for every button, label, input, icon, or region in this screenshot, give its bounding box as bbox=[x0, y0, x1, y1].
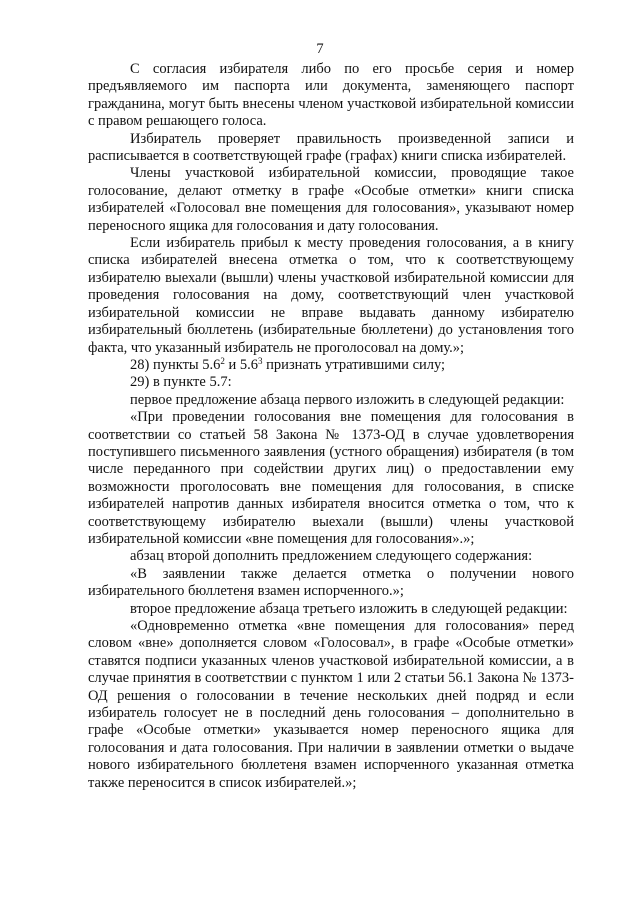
paragraph: первое предложение абзаца первого изложить в следующей редакции: bbox=[130, 391, 565, 408]
superscript: 2 bbox=[220, 355, 225, 366]
document-body bbox=[88, 61, 574, 792]
paragraph: «В заявлении также делается отметка о получении нового избирательного бюллетеня взамен испорченного.»; bbox=[88, 565, 574, 600]
item-28-text: 28) пункты 5.6 bbox=[130, 356, 221, 373]
paragraph: Члены участковой избирательной комиссии, проводящие такое голосование, делают отметку в графе «Особые отметки» книги списка избирателей «Голосовал вне помещения для голосования», указывают номер переносного ящика для голосования и дату голосования. bbox=[88, 165, 574, 234]
paragraph: «Одновременно отметка «вне помещения для голосования» перед словом «вне» дополняется словом «Голосовал», в графе «Особые отметки» ставятся подписи указанных членов участковой избирательной комиссии, а в случае принятия в соответствии с пунктом 1 или 2 статьи 56.1 Закона № 1373-ОД решения о голосовании в течение нескольких дней подряд и если избиратель голосует не в последний день голосования – дополнительно в графе «Особые отметки» указывается номер переносного ящика для голосования и дата голосования. При наличии в заявлении отметки о выдаче нового избирательного бюллетеня взамен испорченного указанная отметка также переносится в список избирателей.»; bbox=[88, 618, 574, 791]
paragraph: С согласия избирателя либо по его просьбе серия и номер предъявляемого им паспорта или документа, заменяющего паспорт гражданина, могут быть внесены членом участковой избирательной комиссии с правом решающего голоса. bbox=[88, 61, 574, 130]
item-28-text: признать утратившими силу; bbox=[262, 356, 446, 373]
paragraph: Избиратель проверяет правильность произведенной записи и расписывается в соответствующей графе (графах) книги списка избирателей. bbox=[88, 130, 574, 165]
item-28-text: и 5.6 bbox=[224, 356, 259, 373]
paragraph: абзац второй дополнить предложением следующего содержания: bbox=[130, 548, 533, 565]
paragraph: «При проведении голосования вне помещения для голосования в соответствии со статьей 58 Закона № 1373-ОД в случае удовлетворения поступившего письменного заявления (устного обращения) избирателя (в том числе переданного при содействии других лиц) о предоставлении ему возможности проголосовать вне помещения для голосования, в списке избирателей напротив данных избирателя вносится отметка о том, что к соответствующему избирателю выехали (вышли) члены участковой избирательной комиссии «вне помещения для голосования».»; bbox=[88, 409, 574, 547]
paragraph: второе предложение абзаца третьего изложить в следующей редакции: bbox=[130, 600, 568, 617]
paragraph: Если избиратель прибыл к месту проведения голосования, а в книгу списка избирателей внесена отметка о том, что к соответствующему избирателю выехали (вышли) члены участковой избирательной комиссии для проведения голосования на дому, соответствующий член участковой избирательной комиссии не вправе выдавать данному избирателю избирательный бюллетень (избирательные бюллетени) до установления того факта, что указанный избиратель не проголосовал на дому.»; bbox=[88, 235, 574, 356]
page-number: 7 bbox=[316, 41, 324, 57]
paragraph: 29) в пункте 5.7: bbox=[130, 374, 232, 391]
paragraph-item-28 bbox=[88, 357, 574, 374]
superscript: 3 bbox=[258, 355, 263, 366]
